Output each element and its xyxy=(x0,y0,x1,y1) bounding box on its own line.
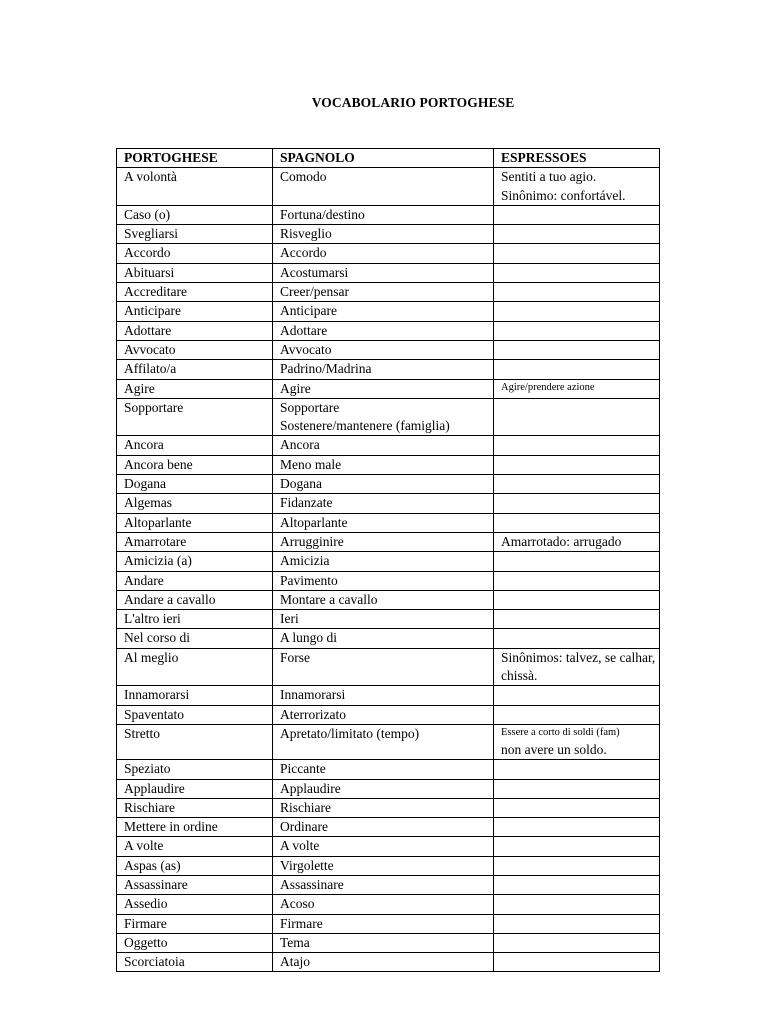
cell-spagnolo xyxy=(273,629,494,648)
header-portoghese: PORTOGHESE xyxy=(117,149,273,168)
cell-text: Oggetto xyxy=(124,934,168,950)
cell-portoghese xyxy=(117,590,273,609)
table-row xyxy=(117,953,660,972)
cell-text: Adottare xyxy=(280,322,328,338)
cell-text: Nel corso di xyxy=(124,630,190,646)
cell-text: Agire xyxy=(280,380,311,396)
cell-espressoes xyxy=(494,475,660,494)
cell-spagnolo xyxy=(273,321,494,340)
cell-spagnolo xyxy=(273,532,494,551)
table-row xyxy=(117,837,660,856)
cell-portoghese xyxy=(117,552,273,571)
table-body xyxy=(117,168,660,972)
cell-espressoes xyxy=(494,513,660,532)
table-row xyxy=(117,436,660,455)
cell-text: Sopportare xyxy=(124,399,184,415)
cell-spagnolo xyxy=(273,398,494,436)
table-row xyxy=(117,513,660,532)
cell-portoghese xyxy=(117,494,273,513)
cell-text: Innamorarsi xyxy=(124,687,190,703)
cell-spagnolo xyxy=(273,302,494,321)
cell-text: Sinônimo: confortável. xyxy=(501,187,626,203)
cell-text: Comodo xyxy=(280,169,327,185)
header-spagnolo: SPAGNOLO xyxy=(273,149,494,168)
cell-portoghese xyxy=(117,475,273,494)
cell-portoghese xyxy=(117,895,273,914)
table-row xyxy=(117,590,660,609)
table-row xyxy=(117,494,660,513)
cell-espressoes xyxy=(494,648,660,686)
cell-spagnolo xyxy=(273,760,494,779)
cell-portoghese xyxy=(117,875,273,894)
cell-text: Dogana xyxy=(280,476,322,492)
cell-espressoes xyxy=(494,895,660,914)
cell-text: Adottare xyxy=(124,322,172,338)
cell-text: Apretato/limitato (tempo) xyxy=(280,725,420,741)
cell-text: Stretto xyxy=(124,725,160,741)
table-row xyxy=(117,818,660,837)
cell-portoghese xyxy=(117,263,273,282)
table-row xyxy=(117,398,660,436)
cell-text: Caso (o) xyxy=(124,206,171,222)
cell-text: Algemas xyxy=(124,495,172,511)
cell-espressoes xyxy=(494,705,660,724)
cell-espressoes xyxy=(494,321,660,340)
cell-text: Speziato xyxy=(124,761,171,777)
cell-text: Amarrotare xyxy=(124,533,187,549)
cell-spagnolo xyxy=(273,205,494,224)
cell-espressoes xyxy=(494,610,660,629)
cell-text: Fortuna/destino xyxy=(280,206,365,222)
cell-portoghese xyxy=(117,705,273,724)
table-row xyxy=(117,760,660,779)
cell-text: Amicizia (a) xyxy=(124,553,192,569)
cell-text: Agire xyxy=(124,380,155,396)
cell-portoghese xyxy=(117,455,273,474)
cell-text: Sentiti a tuo agio. xyxy=(501,169,597,185)
cell-portoghese xyxy=(117,779,273,798)
cell-portoghese xyxy=(117,379,273,398)
cell-espressoes xyxy=(494,686,660,705)
cell-portoghese xyxy=(117,205,273,224)
cell-spagnolo xyxy=(273,837,494,856)
cell-text: Tema xyxy=(280,934,310,950)
table-row xyxy=(117,302,660,321)
table-row xyxy=(117,856,660,875)
cell-portoghese xyxy=(117,798,273,817)
table-row xyxy=(117,475,660,494)
cell-espressoes xyxy=(494,760,660,779)
table-row xyxy=(117,629,660,648)
cell-portoghese xyxy=(117,513,273,532)
cell-spagnolo xyxy=(273,475,494,494)
cell-spagnolo xyxy=(273,340,494,359)
table-row xyxy=(117,933,660,952)
cell-text: Padrino/Madrina xyxy=(280,361,372,377)
cell-spagnolo xyxy=(273,798,494,817)
cell-spagnolo xyxy=(273,168,494,206)
table-row xyxy=(117,532,660,551)
cell-spagnolo xyxy=(273,552,494,571)
cell-text: Innamorarsi xyxy=(280,687,346,703)
cell-text: Rischiare xyxy=(280,799,331,815)
cell-espressoes xyxy=(494,244,660,263)
cell-espressoes xyxy=(494,875,660,894)
cell-text: Risveglio xyxy=(280,226,332,242)
table-row xyxy=(117,205,660,224)
cell-text: Accordo xyxy=(280,245,327,261)
cell-portoghese xyxy=(117,610,273,629)
cell-espressoes xyxy=(494,283,660,302)
cell-portoghese xyxy=(117,225,273,244)
cell-text: Spaventato xyxy=(124,706,184,722)
cell-spagnolo xyxy=(273,436,494,455)
table-row xyxy=(117,552,660,571)
cell-text: Applaudire xyxy=(124,780,185,796)
cell-portoghese xyxy=(117,302,273,321)
cell-spagnolo xyxy=(273,494,494,513)
table-row xyxy=(117,779,660,798)
cell-portoghese xyxy=(117,686,273,705)
cell-text: Ordinare xyxy=(280,819,328,835)
cell-text: Anticipare xyxy=(280,303,337,319)
cell-text: Fidanzate xyxy=(280,495,333,511)
cell-spagnolo xyxy=(273,818,494,837)
cell-text: Affilato/a xyxy=(124,361,177,377)
cell-spagnolo xyxy=(273,244,494,263)
table-row xyxy=(117,168,660,206)
cell-portoghese xyxy=(117,953,273,972)
cell-portoghese xyxy=(117,360,273,379)
cell-text: Svegliarsi xyxy=(124,226,178,242)
cell-espressoes xyxy=(494,552,660,571)
cell-spagnolo xyxy=(273,875,494,894)
cell-text: Mettere in ordine xyxy=(124,819,218,835)
cell-text: Ancora xyxy=(124,437,164,453)
cell-text: Amarrotado: arrugado xyxy=(501,533,622,549)
cell-espressoes xyxy=(494,953,660,972)
cell-spagnolo xyxy=(273,225,494,244)
cell-text: Assassinare xyxy=(124,876,188,892)
cell-text: Agire/prendere azione xyxy=(501,381,595,393)
cell-espressoes xyxy=(494,225,660,244)
cell-text: Sinônimos: talvez, se calhar, chissà. xyxy=(501,649,656,684)
page-title: VOCABOLARIO PORTOGHESE xyxy=(311,95,515,110)
cell-text: Pavimento xyxy=(280,572,338,588)
table-row xyxy=(117,225,660,244)
cell-text: A volontà xyxy=(124,169,177,185)
cell-portoghese xyxy=(117,629,273,648)
cell-portoghese xyxy=(117,571,273,590)
cell-espressoes xyxy=(494,590,660,609)
cell-spagnolo xyxy=(273,455,494,474)
cell-espressoes xyxy=(494,571,660,590)
cell-espressoes xyxy=(494,436,660,455)
cell-espressoes xyxy=(494,629,660,648)
cell-espressoes xyxy=(494,379,660,398)
cell-text: Meno male xyxy=(280,456,342,472)
table-row xyxy=(117,379,660,398)
cell-espressoes xyxy=(494,532,660,551)
cell-portoghese xyxy=(117,837,273,856)
table-row xyxy=(117,875,660,894)
cell-espressoes xyxy=(494,798,660,817)
cell-espressoes xyxy=(494,779,660,798)
cell-text: A volte xyxy=(124,838,164,854)
cell-text: Assassinare xyxy=(280,876,344,892)
table-row xyxy=(117,340,660,359)
cell-espressoes xyxy=(494,168,660,206)
table-row xyxy=(117,283,660,302)
cell-spagnolo xyxy=(273,856,494,875)
table-row xyxy=(117,895,660,914)
table-row xyxy=(117,263,660,282)
table-row xyxy=(117,610,660,629)
cell-text: Rischiare xyxy=(124,799,175,815)
cell-text: Altoparlante xyxy=(124,514,192,530)
table-row xyxy=(117,321,660,340)
cell-spagnolo xyxy=(273,686,494,705)
cell-text: Aspas (as) xyxy=(124,857,181,873)
cell-text: Avvocato xyxy=(280,341,332,357)
cell-text: Forse xyxy=(280,649,310,665)
cell-portoghese xyxy=(117,532,273,551)
cell-text: L'altro ieri xyxy=(124,611,181,627)
vocabulary-table xyxy=(116,148,660,972)
cell-text: Applaudire xyxy=(280,780,341,796)
cell-text: Ancora xyxy=(280,437,320,453)
table-row xyxy=(117,914,660,933)
cell-espressoes xyxy=(494,360,660,379)
cell-portoghese xyxy=(117,760,273,779)
cell-text: Altoparlante xyxy=(280,514,348,530)
cell-portoghese xyxy=(117,856,273,875)
cell-portoghese xyxy=(117,724,273,759)
cell-spagnolo xyxy=(273,379,494,398)
cell-text: Acostumarsi xyxy=(280,264,349,280)
cell-text: Abituarsi xyxy=(124,264,175,280)
cell-espressoes xyxy=(494,455,660,474)
cell-portoghese xyxy=(117,818,273,837)
cell-text: Dogana xyxy=(124,476,166,492)
cell-text: Creer/pensar xyxy=(280,284,349,300)
cell-portoghese xyxy=(117,340,273,359)
cell-spagnolo xyxy=(273,933,494,952)
cell-spagnolo xyxy=(273,513,494,532)
cell-spagnolo xyxy=(273,610,494,629)
cell-espressoes xyxy=(494,818,660,837)
cell-text: Piccante xyxy=(280,761,326,777)
header-espressoes: ESPRESSOES xyxy=(494,149,660,168)
cell-text: Aterrorizato xyxy=(280,706,346,722)
cell-text: Ancora bene xyxy=(124,456,193,472)
cell-text: non avere un soldo. xyxy=(501,741,607,757)
cell-espressoes xyxy=(494,837,660,856)
cell-text: Scorciatoia xyxy=(124,954,185,970)
cell-text: Essere a corto di soldi (fam) xyxy=(501,726,620,738)
cell-text: Firmare xyxy=(124,915,167,931)
cell-espressoes xyxy=(494,914,660,933)
cell-espressoes xyxy=(494,263,660,282)
table-row xyxy=(117,360,660,379)
cell-espressoes xyxy=(494,340,660,359)
cell-espressoes xyxy=(494,398,660,436)
table-row xyxy=(117,648,660,686)
cell-spagnolo xyxy=(273,590,494,609)
cell-espressoes xyxy=(494,205,660,224)
cell-portoghese xyxy=(117,321,273,340)
cell-text: Andare xyxy=(124,572,164,588)
cell-spagnolo xyxy=(273,895,494,914)
cell-spagnolo xyxy=(273,705,494,724)
cell-text: Ieri xyxy=(280,611,299,627)
cell-spagnolo xyxy=(273,724,494,759)
table-row xyxy=(117,686,660,705)
cell-spagnolo xyxy=(273,571,494,590)
cell-text: Accreditare xyxy=(124,284,187,300)
cell-text: Acoso xyxy=(280,896,315,912)
cell-portoghese xyxy=(117,283,273,302)
cell-text: A lungo di xyxy=(280,630,338,646)
cell-text: Anticipare xyxy=(124,303,181,319)
cell-spagnolo xyxy=(273,360,494,379)
table-row xyxy=(117,244,660,263)
table-row xyxy=(117,705,660,724)
table-row xyxy=(117,798,660,817)
cell-espressoes xyxy=(494,302,660,321)
cell-spagnolo xyxy=(273,914,494,933)
table-row xyxy=(117,455,660,474)
cell-espressoes xyxy=(494,494,660,513)
cell-text: Al meglio xyxy=(124,649,179,665)
cell-text: A volte xyxy=(280,838,320,854)
cell-spagnolo xyxy=(273,283,494,302)
cell-espressoes xyxy=(494,933,660,952)
cell-text: Montare a cavallo xyxy=(280,591,378,607)
cell-portoghese xyxy=(117,244,273,263)
cell-text: Atajo xyxy=(280,954,310,970)
table-header-row xyxy=(117,149,660,168)
cell-text: Firmare xyxy=(280,915,323,931)
cell-spagnolo xyxy=(273,263,494,282)
cell-portoghese xyxy=(117,398,273,436)
cell-text: Assedio xyxy=(124,896,168,912)
cell-text: Virgolette xyxy=(280,857,334,873)
cell-portoghese xyxy=(117,648,273,686)
table-row xyxy=(117,724,660,759)
cell-espressoes xyxy=(494,724,660,759)
table-row xyxy=(117,571,660,590)
cell-portoghese xyxy=(117,436,273,455)
cell-text: Amicizia xyxy=(280,553,330,569)
cell-spagnolo xyxy=(273,648,494,686)
cell-text: Sopportare xyxy=(280,399,340,415)
cell-text: Avvocato xyxy=(124,341,176,357)
cell-portoghese xyxy=(117,914,273,933)
cell-spagnolo xyxy=(273,779,494,798)
cell-text: Accordo xyxy=(124,245,171,261)
cell-espressoes xyxy=(494,856,660,875)
cell-text: Arrugginire xyxy=(280,533,344,549)
cell-portoghese xyxy=(117,933,273,952)
cell-spagnolo xyxy=(273,953,494,972)
cell-text: Andare a cavallo xyxy=(124,591,216,607)
cell-text: Sostenere/mantenere (famiglia) xyxy=(280,418,450,434)
cell-portoghese xyxy=(117,168,273,206)
